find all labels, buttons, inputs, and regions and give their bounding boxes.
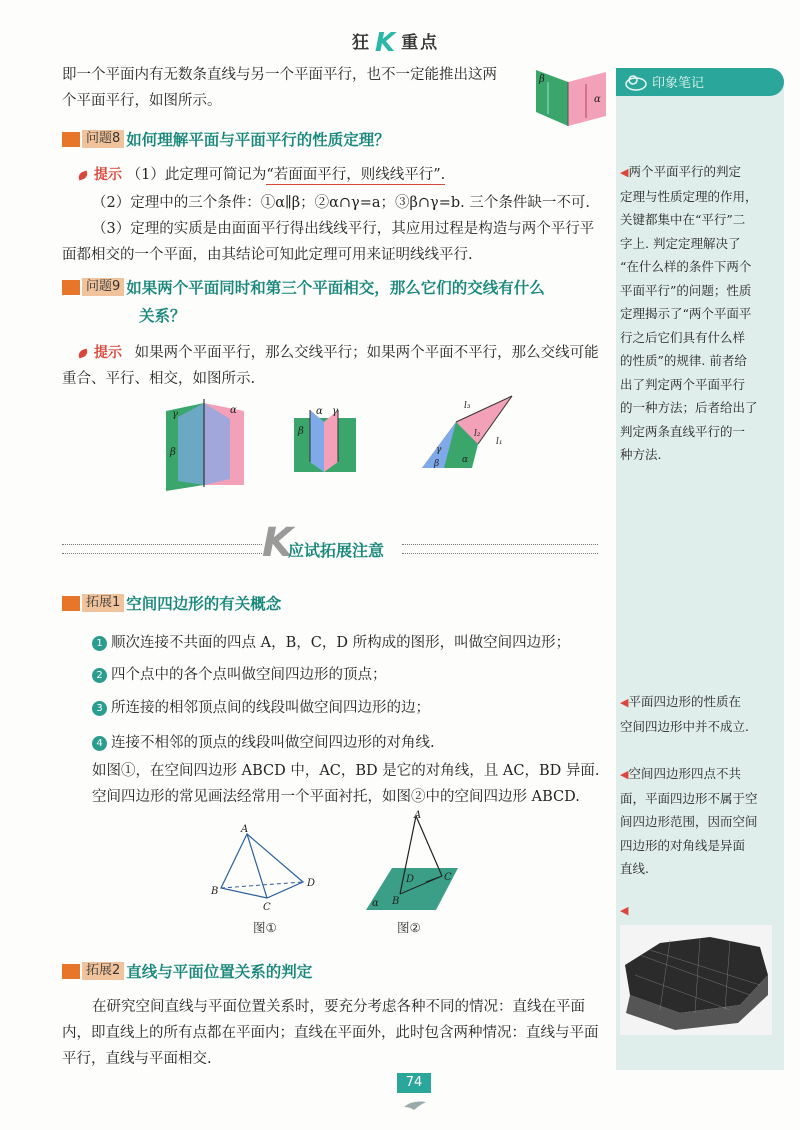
q8-hint-line-1 [78, 162, 445, 188]
note1-line: 出了判定两个平面平行 [620, 376, 746, 392]
extension-tag: 拓展2 [82, 962, 124, 980]
ext1-item-1 [92, 630, 570, 656]
tag-square-icon [62, 280, 80, 295]
ext1-item-4 [92, 730, 435, 756]
q8-line1-quote: “若面面平行，则线线平行”. [266, 167, 446, 183]
note1-line: 关键都集中在“平行”二 [620, 212, 746, 227]
note2-line: 空间四边形中并不成立. [620, 718, 749, 734]
extension-title: 空间四边形的有关概念 [126, 595, 282, 613]
q8-line1-pre: （1）此定理可简记为 [126, 167, 267, 183]
label-alpha: α [316, 406, 323, 417]
note1-line: 定理揭示了“两个平面平 [620, 306, 752, 321]
circled-number-3: 3 [92, 701, 107, 716]
circled-number-1: 1 [92, 636, 107, 651]
item-text: 连接不相邻的顶点的线段叫做空间四边形的对角线. [111, 735, 435, 751]
q8-line-2: （2）定理中的三个条件：①α∥β；②α∩γ=a；③β∩γ=b. 三个条件缺一不可. [92, 195, 590, 211]
ext1-item-2 [92, 662, 387, 688]
extension-1-heading [62, 592, 281, 614]
label-gamma: γ [172, 409, 178, 420]
banner-line-right [402, 544, 598, 554]
intro-line-2: 个平面平行，如图所示。 [62, 93, 222, 109]
vertex-B: B [211, 886, 219, 897]
note2-line: 平面四边形的性质在 [628, 694, 741, 709]
question-title-line-2: 关系？ [139, 307, 186, 325]
ext2-line-3: 平行，直线与平面相交. [62, 1051, 212, 1067]
item-text: 四个点中的各个点叫做空间四边形的顶点； [111, 667, 387, 683]
note-marker: ◀ [620, 696, 629, 709]
label-beta: β [539, 74, 545, 85]
note3-line: 面，平面四边形不属于空 [620, 790, 758, 806]
item-text: 所连接的相邻顶点间的线段叫做空间四边形的边； [111, 700, 430, 716]
vertex-D: D [307, 878, 316, 889]
question-tag: 问题8 [82, 130, 124, 148]
label-beta: β [170, 447, 176, 458]
mesh-surface-image [620, 925, 772, 1035]
circled-number-4: 4 [92, 736, 107, 751]
question-tag: 问题9 [82, 278, 124, 296]
cloud-icon [624, 72, 648, 92]
label-beta: β [298, 426, 304, 437]
label-gamma: γ [436, 445, 442, 455]
q9-hint-line-1 [78, 340, 599, 366]
vertex-C: C [444, 872, 452, 883]
label-alpha: α [230, 405, 237, 416]
header-k-logo: K [375, 28, 398, 58]
note1-line: 定理与性质定理的作用， [620, 188, 758, 204]
question-title-line-1: 如果两个平面同时和第三个平面相交，那么它们的交线有什么 [126, 279, 545, 297]
q9-line-1: 如果两个平面平行，那么交线平行；如果两个平面不平行，那么交线可能 [134, 345, 599, 361]
extension-title: 直线与平面位置关系的判定 [126, 963, 313, 981]
label-beta: β [434, 459, 440, 469]
figure-three-planes-prism [416, 392, 526, 472]
note3-line: 空间四边形四点不共 [628, 766, 741, 781]
label-alpha: α [594, 94, 601, 105]
label-gamma: γ [332, 406, 338, 417]
note-marker: ◀ [620, 768, 629, 781]
q8-line-3b: 面都相交的一个平面，由其结论可知此定理可用来证明线线平行. [62, 247, 473, 263]
ext1-para-2: 空间四边形的常见画法经常用一个平面衬托，如图②中的空间四边形 ABCD. [92, 789, 580, 805]
question-9-heading [62, 276, 545, 298]
hint-label: 提示 [94, 167, 122, 183]
note1-line: 行之后它们具有什么样 [620, 329, 746, 345]
label-alpha: α [462, 455, 469, 465]
ext1-item-3 [92, 695, 430, 721]
note1-line: 平面平行”的问题；性质 [620, 282, 752, 298]
q8-line-3a: （3）定理的实质是由面面平行得出线线平行，其应用过程是构造与两个平行平 [92, 221, 595, 237]
extension-tag: 拓展1 [82, 594, 124, 612]
vertex-A: A [414, 810, 422, 821]
hint-label: 提示 [94, 345, 122, 361]
tag-square-icon [62, 132, 80, 147]
bird-ornament-icon [402, 1098, 428, 1112]
figure-spatial-quadrilateral-1 [205, 822, 325, 912]
sidebar-note-1 [620, 160, 770, 467]
note1-line: 的性质”的规律. 前者给 [620, 353, 747, 368]
item-text: 顺次连接不共面的四点 A，B，C，D 所构成的图形，叫做空间四边形； [111, 635, 571, 651]
banner-title: 应试拓展注意 [288, 541, 385, 560]
vertex-B: B [392, 896, 400, 907]
plane-alpha-label: α [372, 898, 379, 909]
label-l3: l₃ [464, 401, 471, 411]
note1-line: 字上. 判定定理解决了 [620, 235, 741, 251]
page-number: 74 [397, 1073, 431, 1093]
circled-number-2: 2 [92, 668, 107, 683]
tag-square-icon [62, 596, 80, 611]
tag-square-icon [62, 964, 80, 979]
question-8-heading [62, 128, 390, 150]
question-title: 如何理解平面与平面平行的性质定理？ [126, 131, 390, 149]
note-marker: ◀ [620, 904, 629, 917]
intro-line-1: 即一个平面内有无数条直线与另一个平面平行，也不一定能推出这两 [62, 67, 497, 83]
banner-k-logo: K [262, 520, 293, 566]
running-header [352, 28, 439, 58]
sidebar-note-3 [620, 762, 770, 881]
note1-line: 两个平面平行的判定 [628, 164, 741, 179]
ext2-line-2: 内，即直线上的所有点都在平面内；直线在平面外，此时包含两种情况：直线与平面 [62, 1025, 599, 1041]
banner-line-left [62, 544, 262, 554]
figure-spatial-quadrilateral-2 [360, 808, 470, 916]
note1-line: 的一种方法；后者给出了 [620, 400, 758, 415]
vertex-D: D [406, 874, 415, 885]
section-banner [262, 520, 402, 566]
figure-three-planes-parallel [290, 400, 360, 475]
leaf-icon [77, 349, 89, 359]
note3-line: 四边形的对角线是异面 [620, 837, 746, 853]
figure-three-planes-coincide [160, 395, 250, 493]
note1-line: “在什么样的条件下两个 [620, 259, 752, 274]
label-l1: l₁ [496, 437, 503, 447]
leaf-icon [77, 171, 89, 181]
note-marker: ◀ [620, 166, 629, 179]
sidebar-note-2 [620, 690, 770, 738]
figure-planes-open-book [528, 62, 614, 128]
vertex-A: A [241, 824, 249, 835]
note1-line: 判定两条直线平行的一 [620, 423, 746, 439]
header-left: 狂 [352, 33, 371, 53]
vertex-C: C [263, 902, 271, 912]
label-l2: l₂ [474, 429, 481, 439]
sidebar-title: 印象笔记 [652, 76, 705, 91]
note3-line: 间四边形范围，因而空间 [620, 814, 758, 829]
note3-line: 直线. [620, 861, 649, 876]
extension-2-heading [62, 960, 312, 982]
figure-1-caption: 图① [253, 920, 277, 935]
q9-line-2: 重合、平行、相交，如图所示. [62, 371, 256, 387]
ext1-para-1: 如图①，在空间四边形 ABCD 中，AC，BD 是它的对角线，且 AC，BD 异面. [92, 763, 600, 779]
ext2-line-1: 在研究空间直线与平面位置关系时，要充分考虑各种不同的情况：直线在平面 [92, 999, 585, 1015]
header-right: 重点 [401, 33, 440, 53]
figure-2-caption: 图② [397, 920, 421, 935]
question-9-heading-cont [137, 304, 186, 326]
note1-line: 种方法. [620, 447, 662, 462]
